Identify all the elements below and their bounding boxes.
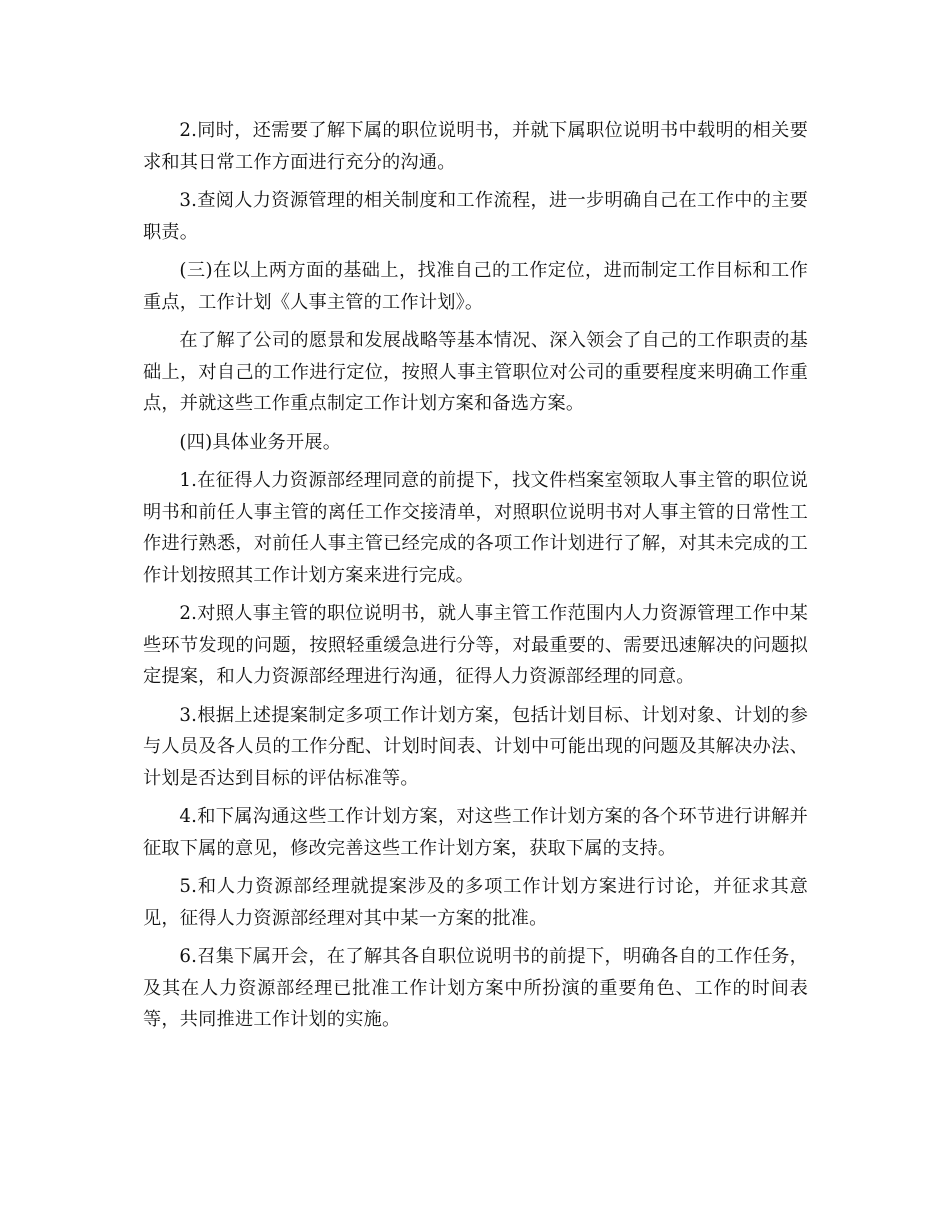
paragraph-step-4: 4.和下属沟通这些工作计划方案，对这些工作计划方案的各个环节进行讲解并征取下属的意见，修改完善这些工作计划方案，获取下属的支持。 [143,806,808,859]
paragraph-step-6: 6.召集下属开会，在了解其各自职位说明书的前提下，明确各自的工作任务，及其在人力资源部经理已批准工作计划方案中所扮演的重要角色、工作的时间表等，共同推进工作计划的实施。 [143,946,808,1030]
document-body [143,115,808,1043]
paragraph-section-3: (三)在以上两方面的基础上，找准自己的工作定位，进而制定工作目标和工作重点，工作计划《人事主管的工作计划》。 [143,260,808,313]
paragraph-item-3: 3.查阅人力资源管理的相关制度和工作流程，进一步明确自己在工作中的主要职责。 [143,190,808,243]
paragraph-positioning: 在了解了公司的愿景和发展战略等基本情况、深入领会了自己的工作职责的基础上，对自己的工作进行定位，按照人事主管职位对公司的重要程度来明确工作重点，并就这些工作重点制定工作计划方案和备选方案。 [143,330,808,414]
paragraph-step-3: 3.根据上述提案制定多项工作计划方案，包括计划目标、计划对象、计划的参与人员及各人员的工作分配、计划时间表、计划中可能出现的问题及其解决办法、计划是否达到目标的评估标准等。 [143,704,808,789]
paragraph-section-4-heading: (四)具体业务开展。 [179,431,342,453]
paragraph-step-1: 1.在征得人力资源部经理同意的前提下，找文件档案室领取人事主管的职位说明书和前任人事主管的离任工作交接清单，对照职位说明书对人事主管的日常性工作进行熟悉，对前任人事主管已经完成的各项工作计划进行了解，对其未完成的工作计划按照其工作计划方案来进行完成。 [143,470,808,586]
paragraph-step-2: 2.对照人事主管的职位说明书，就人事主管工作范围内人力资源管理工作中某些环节发现的问题，按照轻重缓急进行分等，对最重要的、需要迅速解决的问题拟定提案，和人力资源部经理进行沟通，征得人力资源部经理的同意。 [143,603,808,687]
paragraph-step-5: 5.和人力资源部经理就提案涉及的多项工作计划方案进行讨论，并征求其意见，征得人力资源部经理对其中某一方案的批准。 [143,876,808,929]
paragraph-item-2: 2.同时，还需要了解下属的职位说明书，并就下属职位说明书中载明的相关要求和其日常工作方面进行充分的沟通。 [143,120,808,173]
